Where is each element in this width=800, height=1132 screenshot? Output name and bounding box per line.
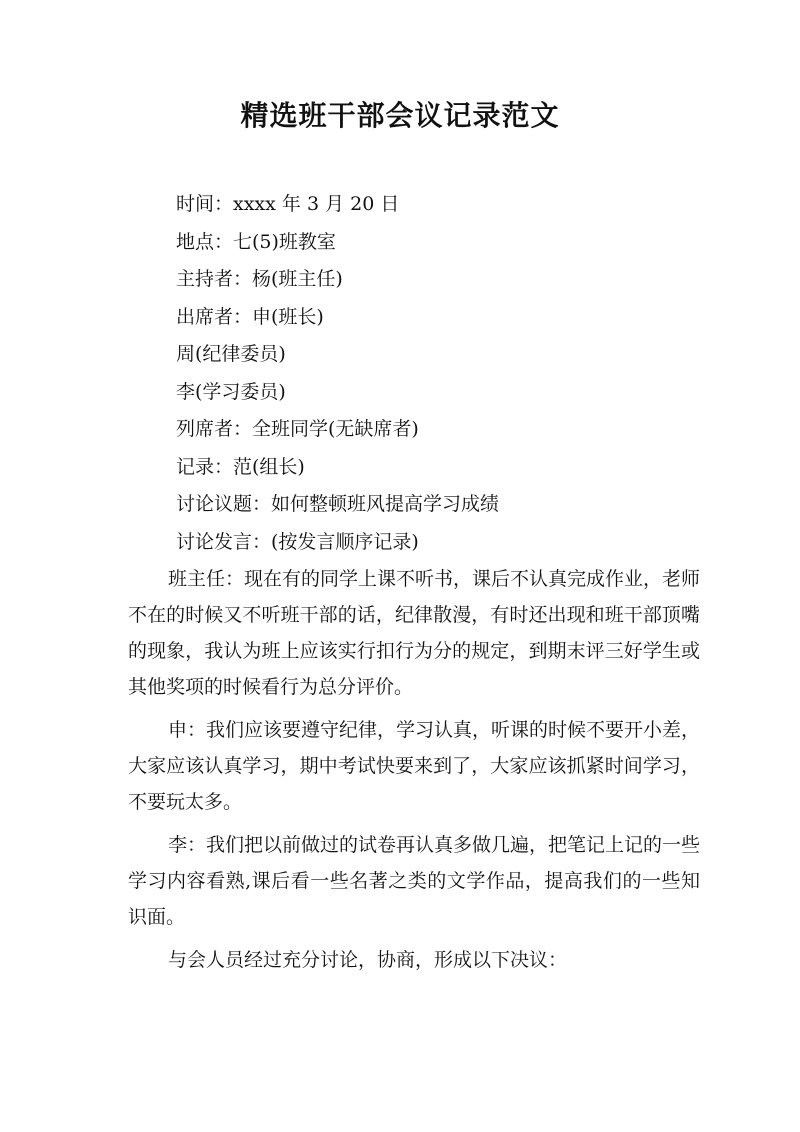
meeting-host: 主持者：杨(班主任) — [176, 268, 343, 290]
paragraph-shen: 申：我们应该要遵守纪律，学习认真，听课的时候不要开小差，大家应该认真学习，期中考试快要来到了，大家应该抓紧时间学习，不要玩太多。 — [128, 719, 701, 813]
meeting-observers: 列席者：全班同学(无缺席者) — [176, 418, 419, 440]
meeting-attendee-2: 周(纪律委员) — [176, 343, 286, 365]
meeting-attendee-3: 李(学习委员) — [176, 380, 286, 403]
meeting-attendee-1: 出席者：申(班长) — [176, 305, 324, 328]
document-title: 精选班干部会议记录范文 — [240, 99, 560, 132]
meeting-topic: 讨论议题：如何整顿班风提高学习成绩 — [176, 493, 500, 515]
paragraph-li: 李：我们把以前做过的试卷再认真多做几遍，把笔记上记的一些学习内容看熟,课后看一些名著之类的文学作品，提高我们的一些知识面。 — [128, 834, 701, 928]
meeting-location: 地点：七(5)班教室 — [176, 230, 336, 253]
meeting-recorder: 记录：范(组长) — [176, 455, 305, 478]
paragraph-head-teacher: 班主任：现在有的同学上课不听书，课后不认真完成作业，老师不在的时候又不听班干部的话，纪律散漫，有时还出现和班干部顶嘴的现象，我认为班上应该实行扣行为分的规定，到期末评三好学生或其他奖项的时候看行为总分评价。 — [128, 568, 701, 698]
paragraph-resolution-intro: 与会人员经过充分讨论，协商，形成以下决议： — [168, 949, 568, 971]
meeting-discussion-heading: 讨论发言：(按发言顺序记录) — [176, 530, 419, 553]
document-body — [128, 186, 700, 985]
meeting-time: 时间：xxxx 年 3 月 20 日 — [176, 193, 400, 215]
